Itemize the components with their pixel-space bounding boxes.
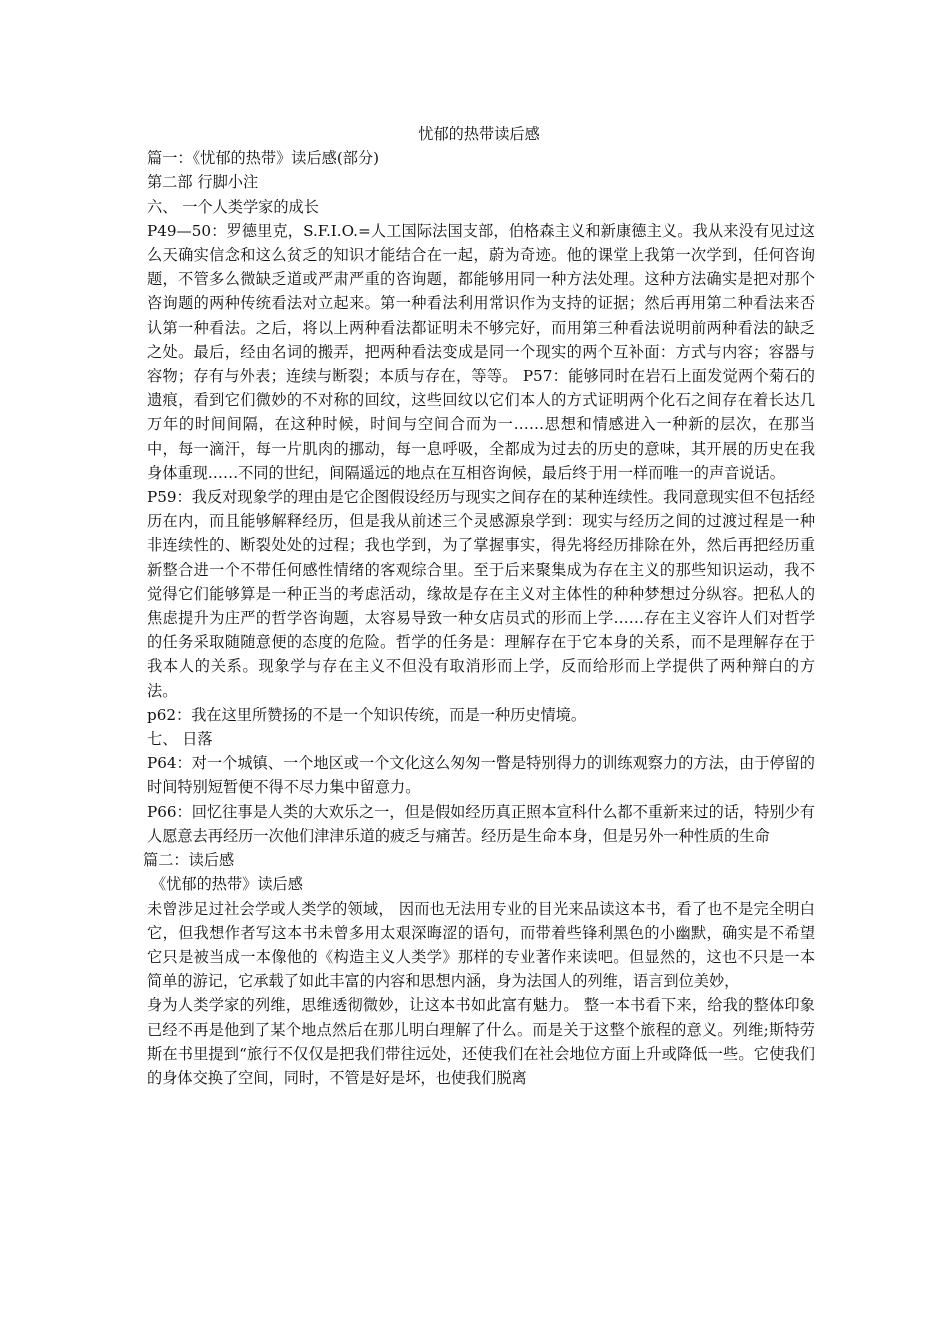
paragraph-chapter-six: 六、 一个人类学家的成长 [147, 197, 319, 216]
paragraph-p66: P66：回忆往事是人类的大欢乐之一，但是假如经历真正照本宣科什么都不重新来过的话，特别少有人愿意去再经历一次他们津津乐道的疲乏与痛苦。经历是生命本身，但是另外一种性质的生命 [147, 802, 815, 845]
paragraph-body-1: 未曾涉足过社会学或人类学的领域， 因而也无法用专业的目光来品读这本书，看了也不是完全明白它，但我想作者写这本书未曾多用太艰深晦涩的语句，而带着些锋利黑色的小幽默，确实是不希望它只是被当成一本像他的《构造主义人类学》那样的专业著作来读吧。但显然的，这也不只是一本简单的游记，它承载了如此丰富的内容和思想内涵，身为法国人的列维，语言到位美妙， [147, 899, 815, 991]
paragraph-p64: P64：对一个城镇、一个地区或一个文化这么匆匆一瞥是特别得力的训练观察力的方法，由于停留的时间特别短暂便不得不尽力集中留意力。 [147, 754, 815, 797]
paragraph-body-2: 身为人类学家的列维，思维透彻微妙，让这本书如此富有魅力。 整一本书看下来，给我的整体印象已经不再是他到了某个地点然后在那儿明白理解了什么。而是关于这整个旅程的意义。列维;斯特劳斯在书里提到“旅行不仅仅是把我们带往远处，还使我们在社会地位方面上升或降低一些。它使我们的身体交换了空间，同时，不管是好是坏，也使我们脱离 [147, 996, 815, 1087]
paragraph-chapter-seven: 七、 日落 [147, 730, 213, 749]
paragraph-section-heading: 第二部 行脚小注 [147, 173, 259, 192]
paragraph-p59: P59：我反对现象学的理由是它企图假设经历与现实之间存在的某种连续性。我同意现实但不包括经历在内，而且能够解释经历，但是我从前述三个灵感源泉学到：现实与经历之间的过渡过程是一种非连续性的、断裂处处的过程；我也学到，为了掌握事实，得先将经历排除在外，然后再把经历重新整合进一个不带任何感性情绪的客观综合里。至于后来聚集成为存在主义的那些知识运动，我不觉得它们能够算是一种正当的考虑活动，缘故是存在主义对主体性的种种梦想过分纵容。把私人的焦虑提升为庄严的哲学咨询题，太容易导致一种女店员式的形而上学……存在主义容许人们对哲学的任务采取随随意便的态度的危险。哲学的任务是：理解存在于它本身的关系，而不是理解存在于我本人的关系。现象学与存在主义不但没有取消形而上学，反而给形而上学提供了两种辩白的方法。 [147, 488, 815, 700]
paragraph-p62: p62：我在这里所赞扬的不是一个知识传统，而是一种历史情境。 [147, 705, 587, 724]
document-title: 忧郁的热带读后感 [418, 125, 540, 143]
document-page [143, 122, 815, 1090]
paragraph-heading-part-one: 篇一：《忧郁的热带》读后感(部分) [147, 149, 380, 168]
paragraph-subtitle: 《忧郁的热带》读后感 [151, 875, 303, 894]
paragraph-p49: P49—50：罗德里克，S.F.I.O.=人工国际法国支部，伯格森主义和新康德主义。我从来没有见过这么天确实信念和这么贫乏的知识才能结合在一起，蔚为奇迹。他的课堂上我第一次学到，任何咨询题，不管多么微缺乏道或严肃严重的咨询题，都能够用同一种方法处理。这种方法确实是把对那个咨询题的两种传统看法对立起来。第一种看法利用常识作为支持的证据；然后再用第二种看法来否认第一种看法。之后，将以上两种看法都证明未不够完好，而用第三种看法说明前两种看法的缺乏之处。最后，经由名词的搬弄，把两种看法变成是同一个现实的两个互补面：方式与内容；容器与容物；存有与外表；连续与断裂；本质与存在，等等。 P57：能够同时在岩石上面发觉两个菊石的遗痕，看到它们微妙的不对称的回纹，这些回纹以它们本人的方式证明两个化石之间存在着长达几万年的时间间隔，在这种时候，时间与空间合而为一……思想和情感进入一种新的层次，在那当中，每一滴汗，每一片肌肉的挪动，每一息呼吸，全都成为过去的历史的意味，其开展的历史在我身体重现……不同的世纪，间隔遥远的地点在互相咨询候，最后终于用一样而唯一的声音说话。 [147, 221, 815, 482]
paragraph-heading-part-two: 篇二：读后感 [143, 851, 235, 870]
